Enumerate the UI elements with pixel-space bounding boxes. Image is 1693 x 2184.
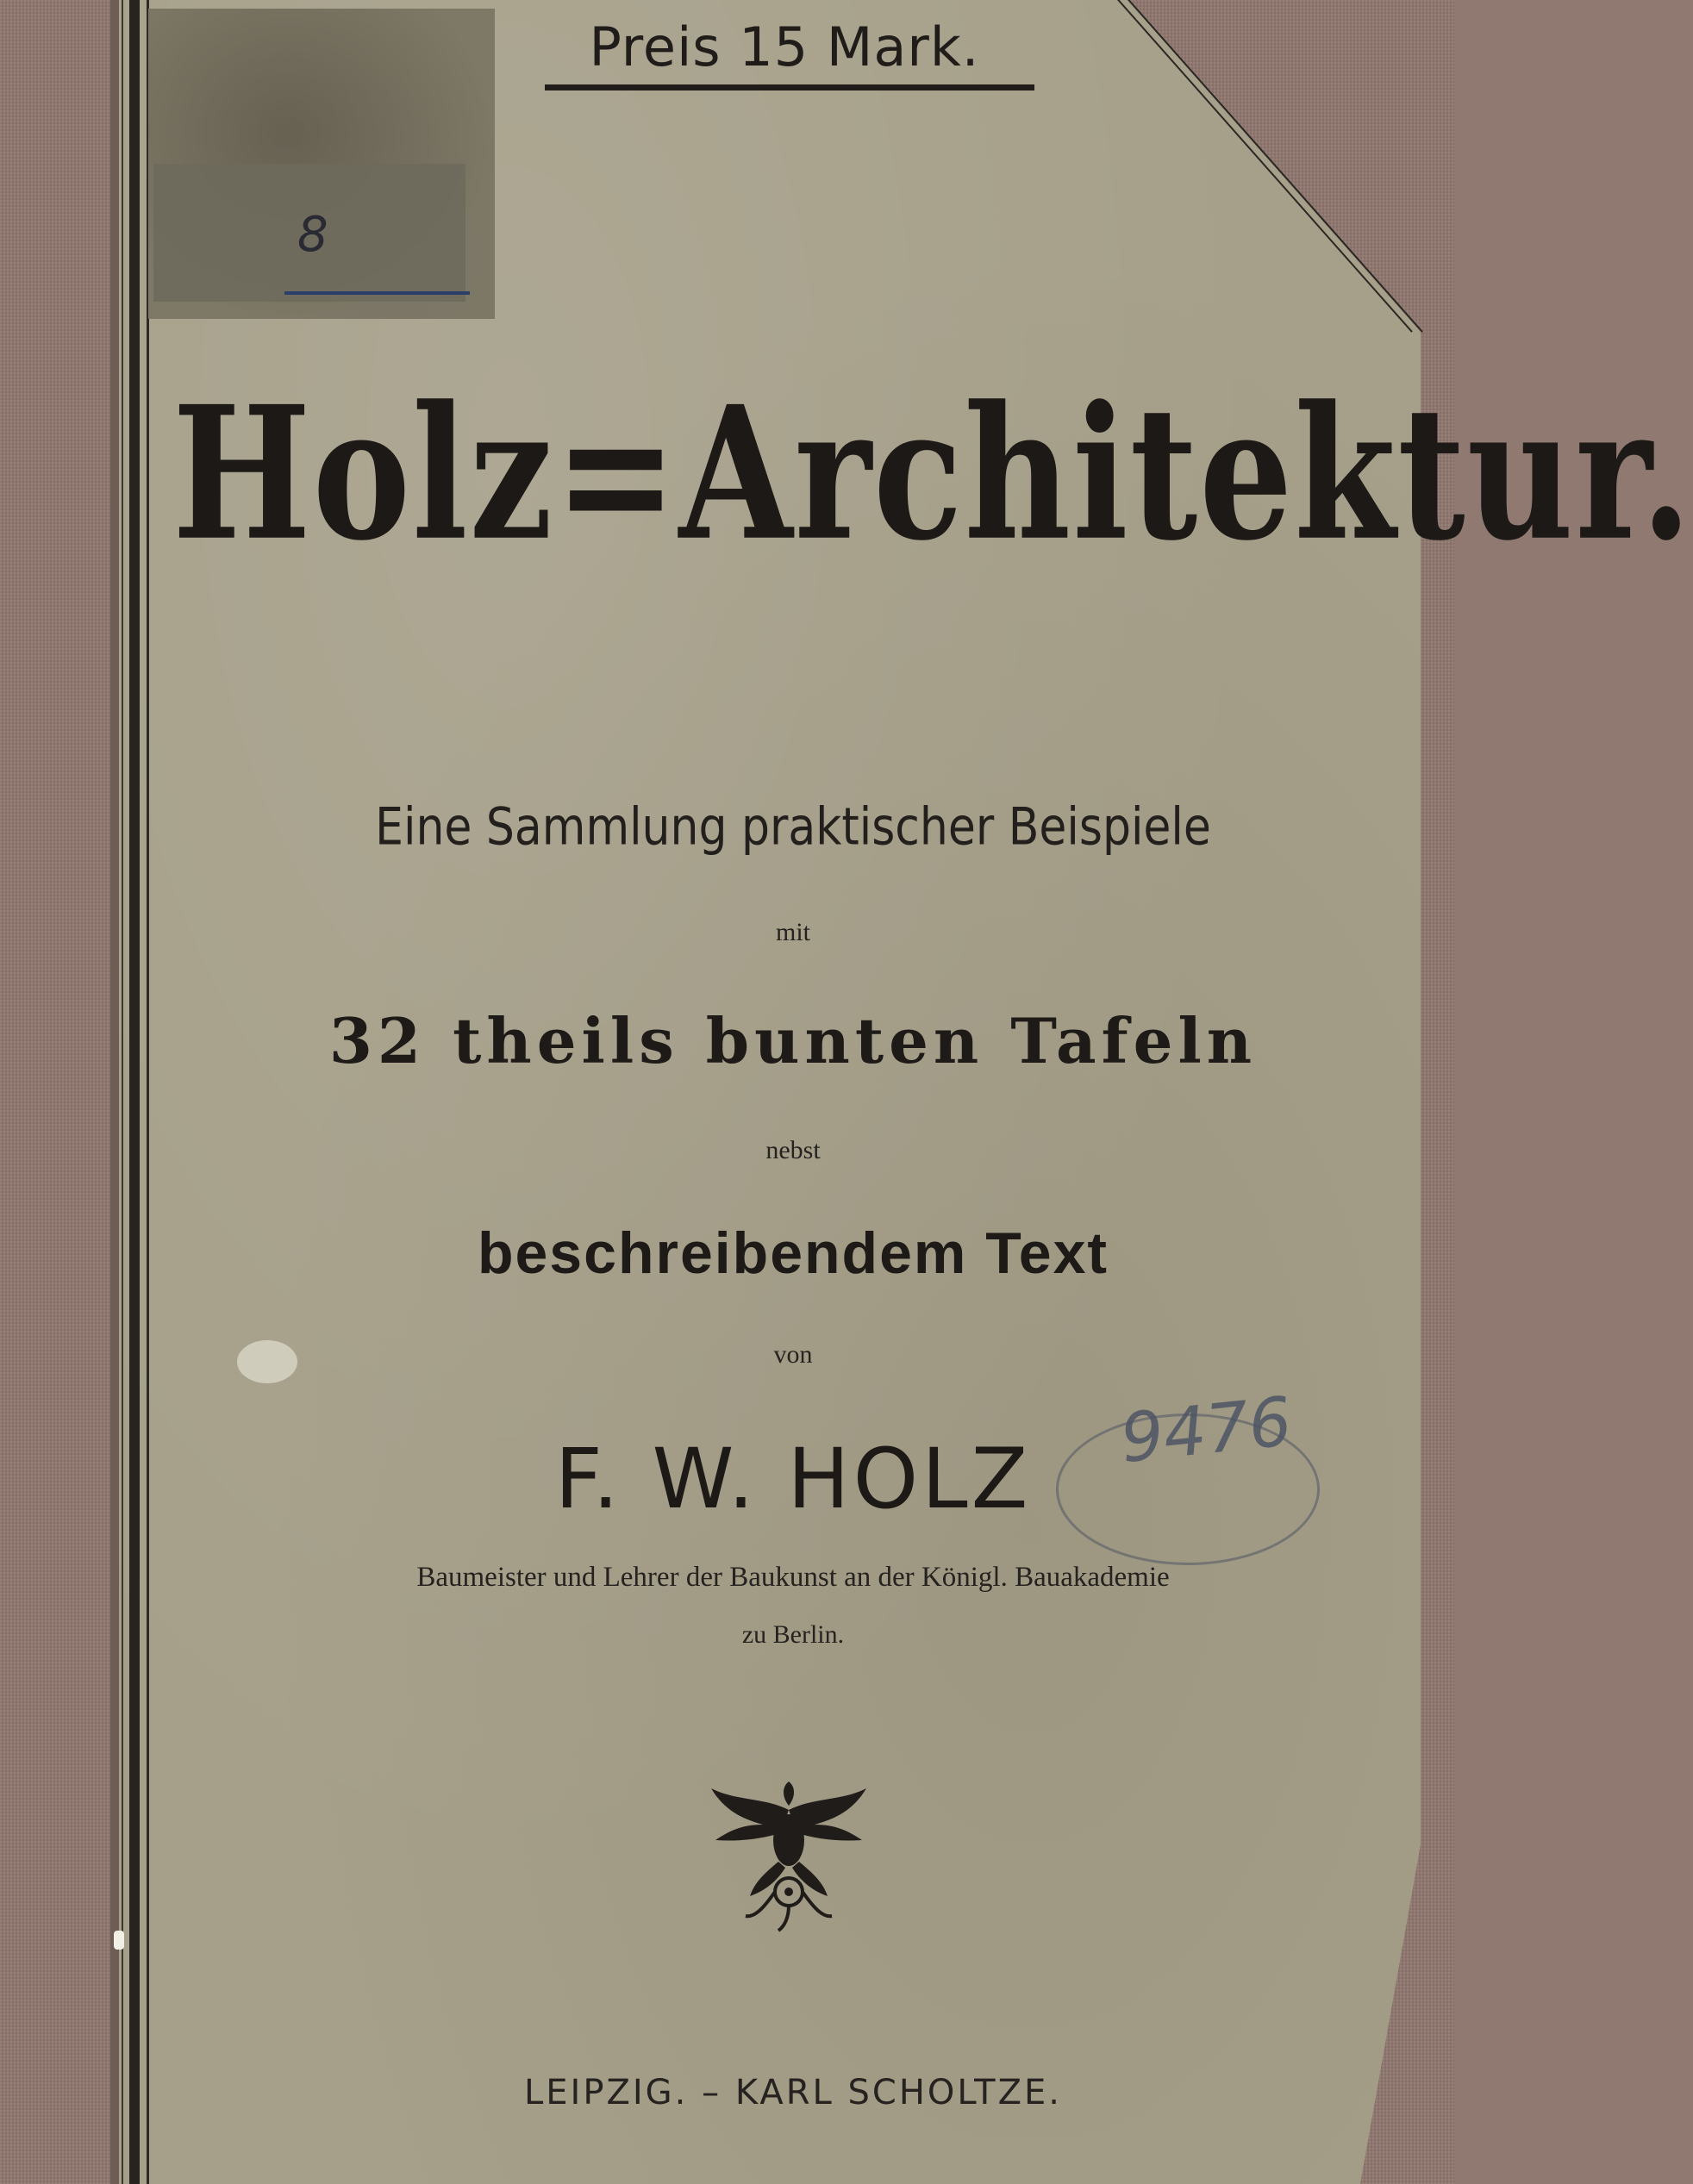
left-border-thick [129, 0, 140, 2184]
publisher-line: LEIPZIG. – KARL SCHOLTZE. [524, 2073, 1062, 2112]
cover-title: Holz=Architektur. [172, 366, 1693, 582]
left-border-outer [122, 0, 123, 2184]
price-label: Preis 15 Mark. [589, 16, 980, 78]
author-affiliation: Baumeister und Lehrer der Baukunst an der Königl. Bauakademie [416, 1562, 1170, 1593]
handwritten-number: 9476 [1116, 1382, 1296, 1479]
eagle-emblem-icon [703, 1771, 875, 1935]
library-label-underline [284, 291, 470, 295]
spine-edge [110, 0, 119, 2184]
library-label-number: 8 [297, 207, 328, 263]
price-underline [545, 84, 1034, 90]
spine-mark [114, 1931, 124, 1950]
description-line: beschreibendem Text [477, 1220, 1109, 1286]
word-nebst: nebst [765, 1136, 821, 1164]
author-city: zu Berlin. [741, 1620, 845, 1649]
paper-stain [237, 1340, 297, 1383]
left-border-thin [147, 0, 149, 2184]
cover-subtitle: Eine Sammlung praktischer Beispiele [375, 797, 1211, 858]
word-mit: mit [775, 918, 810, 946]
author-name: F. W. HOLZ [554, 1431, 1032, 1527]
word-von: von [773, 1340, 813, 1369]
plates-line: 32 theils bunten Tafeln [328, 1004, 1258, 1077]
